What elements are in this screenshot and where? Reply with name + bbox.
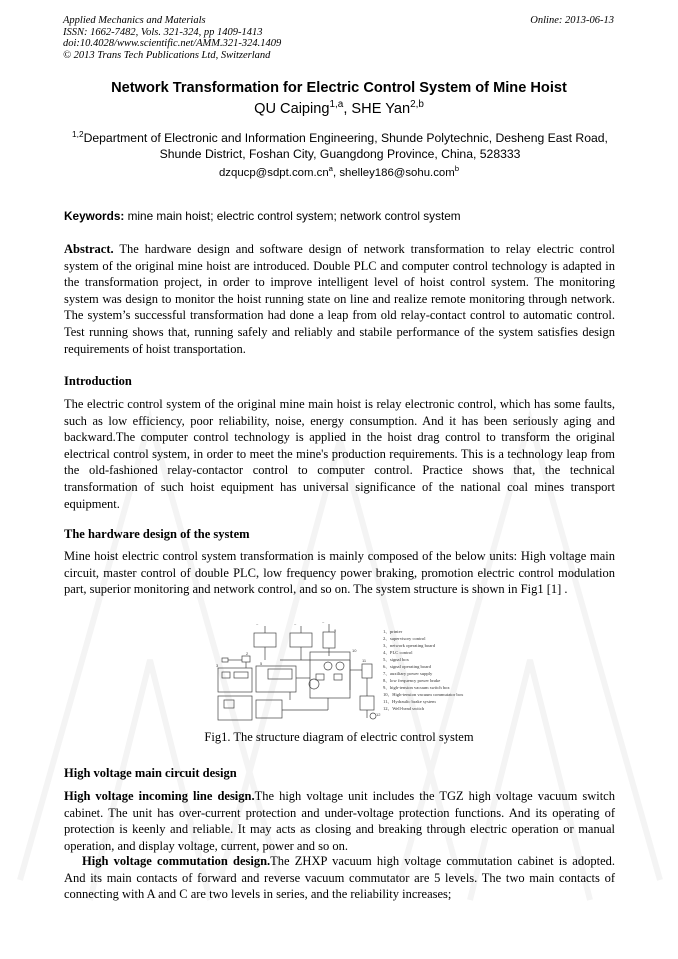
email-line: $dzqucp@sdpt.com.cn^a$, shelley186@sohu.com$^b$	[218, 164, 460, 179]
section-heading-hardware: The hardware design of the system	[64, 527, 250, 541]
author-separator: ,	[343, 101, 352, 117]
keywords	[64, 209, 461, 223]
legend-item: 5、signal box	[383, 657, 409, 662]
abstract	[64, 241, 615, 357]
svg-text:~: ~	[256, 622, 259, 627]
author-name: QU Caiping	[254, 101, 330, 117]
email-address[interactable]: dzqucp@sdpt.com.cn	[218, 167, 329, 179]
legend-item: 8、low frequency power brake	[383, 678, 441, 683]
legend-item: 4、PLC control	[383, 650, 413, 655]
paragraph-lead: High voltage incoming line design.	[64, 789, 255, 803]
commutation-paragraph: High voltage commutation design.The ZHXP vacuum high voltage commutation cabinet is adopted. And its main contacts of forward and reverse vacuum commutator are 5 levels. The two main contacts of connecting with A and C are two levels in series, and the reliability increases;	[64, 854, 615, 902]
legend-item: 9、high-tension vacuum switch box	[383, 685, 450, 690]
legend-item: 11、Hydraulic brake system	[383, 699, 436, 704]
legend-item: 3、network operating board	[383, 643, 436, 648]
author-name: SHE Yan	[351, 101, 411, 117]
incoming-line-paragraph: High voltage incoming line design.The high voltage unit includes the TGZ high voltage vacuum switch cabinet. The unit has over-current protection and under-voltage protection functions. And its operating of protection is keenly and reliable. It may acts as closing and breaking through electric operation or manual operation, and display voltage, current, power and so on.	[64, 789, 615, 853]
svg-text:12: 12	[376, 712, 381, 717]
figure-legend	[383, 628, 463, 712]
section-heading-high-voltage: High voltage main circuit design	[64, 766, 237, 780]
abstract-label: Abstract.	[64, 242, 114, 256]
author-superscript: 1,a	[329, 99, 344, 111]
affiliation	[64, 130, 616, 162]
svg-text:2: 2	[246, 651, 249, 656]
svg-text:5: 5	[260, 661, 263, 666]
affiliation-line: $^{1,2}$Department of Electronic and Information Engineering, Shunde Polytechnic, Desheng East Road,	[72, 128, 608, 145]
introduction-paragraph: The electric control system of the original mine main hoist is relay electronic control, which has some faults, such as low efficiency, poor reliability, noise, energy consumption. And it has been seriously aging and backward.The computer control technology is applied in the hoist drag control to transform the original electrical control system, in order to meet the mine's production requirements. This is a technology leap from the old-fashioned relay-contactor control to computer control. Practice shows that, the technical transformation of such hoist equipment has universal significance of the national coal mines transport equipment.	[64, 397, 615, 511]
doi-line: doi:10.4028/www.scientific.net/AMM.321-324.1409	[63, 38, 282, 49]
svg-text:10: 10	[352, 648, 357, 653]
keywords-label: Keywords:	[64, 209, 125, 223]
svg-text:~: ~	[294, 622, 297, 627]
journal-header	[63, 15, 281, 61]
paragraph-lead: High voltage commutation design.	[82, 854, 271, 868]
legend-item: 1、printer	[383, 629, 403, 634]
legend-item: 12、Well-head switch	[383, 706, 425, 711]
journal-name: Applied Mechanics and Materials	[63, 15, 206, 26]
legend-item: 2、supervisory control	[383, 636, 426, 641]
svg-text:9: 9	[334, 628, 337, 633]
svg-text:3: 3	[216, 663, 219, 668]
author-superscript: 2,b	[410, 99, 424, 111]
legend-item: 6、signal operating board	[383, 664, 431, 669]
abstract-text: The hardware design and software design of network transformation to relay electric control system of the original mine hoist are introduced. Double PLC and computer control technology is adapted in the transformation project, in order to improve intelligent level of hoist control system. The monitoring system was design to monitor the hoist running state on line and realize remote monitoring through network. The system’s successful transformation had done a leap from old relay-contact control to automatic control. Test running shows that, running safely and reliably and stabile performance of the system satisfies design requirements of hoist transportation.	[64, 242, 615, 356]
svg-text:~: ~	[322, 620, 325, 625]
section-heading-introduction: Introduction	[64, 374, 132, 388]
affiliation-line: Shunde District, Foshan City, Guangdong Province, China, 528333	[159, 147, 521, 161]
legend-item: 10、High-tension vacuum commutator box	[383, 692, 464, 697]
svg-text:11: 11	[362, 658, 367, 663]
issn-line: ISSN: 1662-7482, Vols. 321-324, pp 1409-1413	[63, 26, 263, 38]
online-date: Online: 2013-06-13	[530, 15, 614, 26]
hardware-paragraph: Mine hoist electric control system transformation is mainly composed of the below units: High voltage main circuit, master control of double PLC, low frequency power braking, promotion electric control modulation part, superior monitoring and network control, and so on. The system structure is shown in Fig1 [1] .	[64, 549, 615, 597]
keywords-text: mine main hoist; electric control system; network control system	[124, 209, 461, 223]
copyright-line: © 2013 Trans Tech Publications Ltd, Switzerland	[63, 49, 271, 61]
legend-item: 7、auxiliary power supply	[383, 671, 433, 676]
email-address[interactable]: shelley186@sohu.com	[339, 167, 455, 179]
affiliation-superscript: 1,2	[72, 128, 84, 139]
author-line	[0, 101, 678, 117]
figure-caption: Fig1. The structure diagram of electric control system	[204, 730, 474, 744]
paper-title: Network Transformation for Electric Control System of Mine Hoist	[111, 80, 567, 96]
